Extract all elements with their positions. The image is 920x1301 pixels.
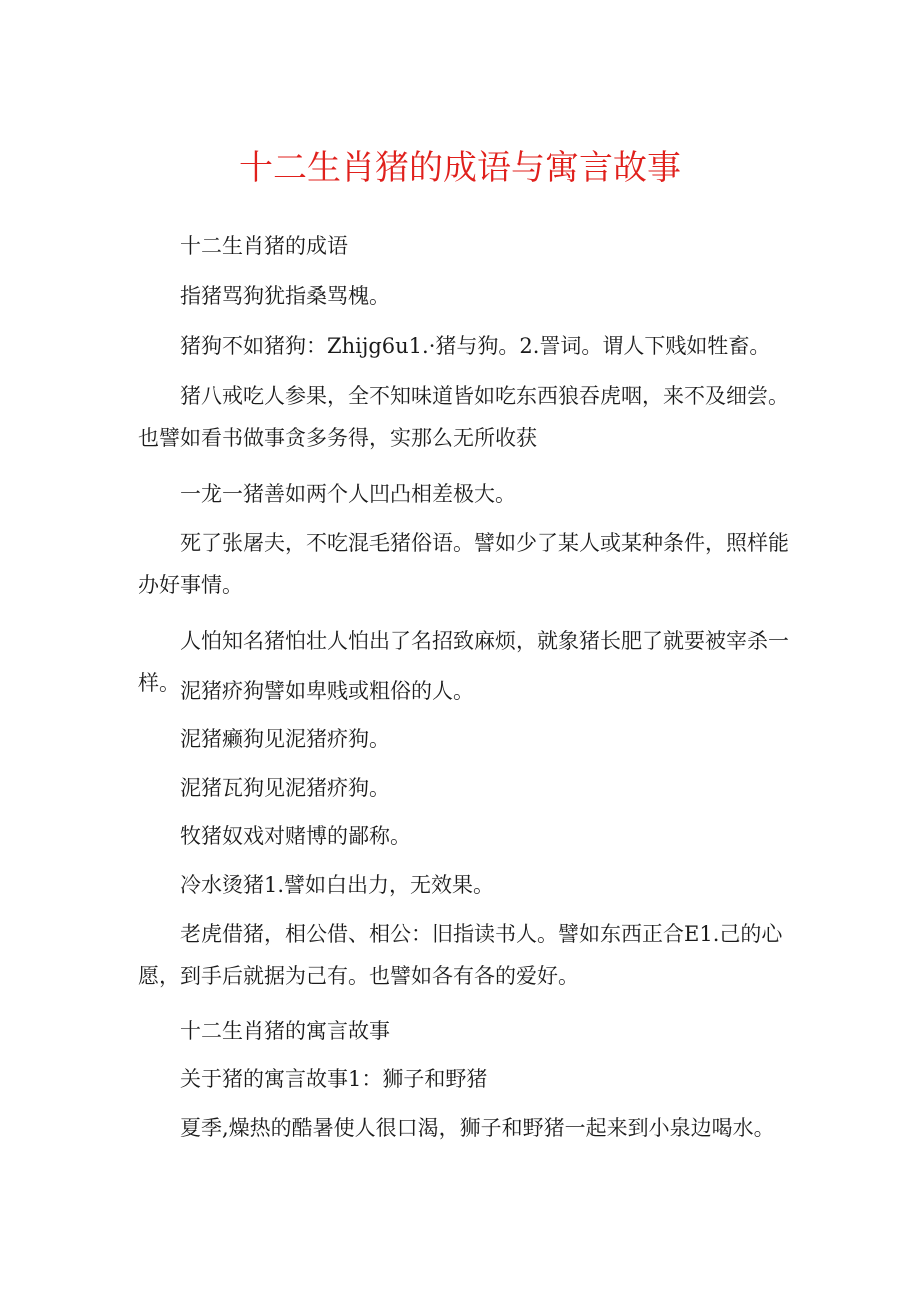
document-title: 十二生肖猪的成语与寓言故事 [239,148,681,188]
paragraph: 老虎借猪，相公借、相公：旧指读书人。譬如东西正合E1.己的心愿，到手后就据为己有。也譬如各有各的爱好。 [138,922,783,988]
paragraph: 指猪骂狗犹指桑骂槐。 [180,284,390,308]
paragraph: 牧猪奴戏对赌博的鄙称。 [180,824,411,848]
paragraph: 猪狗不如猪狗：Zhijg6u1.·猪与狗。2.詈词。谓人下贱如牲畜。 [180,334,771,358]
paragraph: 夏季,燥热的酷暑使人很口渴，狮子和野猪一起来到小泉边喝水。 [180,1116,775,1140]
section-heading-idioms: 十二生肖猪的成语 [180,234,348,258]
paragraph: 泥猪癞狗见泥猪疥狗。 [180,727,390,751]
paragraph: 人怕知名猪怕壮人怕出了名招致麻烦，就象猪长肥了就要被宰杀一样。 [138,629,789,695]
paragraph: 关于猪的寓言故事1：狮子和野猪 [180,1067,488,1091]
paragraph: 一龙一猪善如两个人凹凸相差极大。 [180,482,516,506]
paragraph: 泥猪疥狗譬如卑贱或粗俗的人。 [180,679,474,703]
section-heading-fables: 十二生肖猪的寓言故事 [180,1019,390,1043]
paragraph: 死了张屠夫，不吃混毛猪俗语。譬如少了某人或某种条件，照样能办好事情。 [138,531,789,597]
paragraph: 猪八戒吃人参果，全不知味道皆如吃东西狼吞虎咽，来不及细尝。也譬如看书做事贪多务得，实那么无所收获 [138,384,789,450]
paragraph: 冷水烫猪1.譬如白出力，无效果。 [180,873,495,897]
paragraph: 泥猪瓦狗见泥猪疥狗。 [180,776,390,800]
